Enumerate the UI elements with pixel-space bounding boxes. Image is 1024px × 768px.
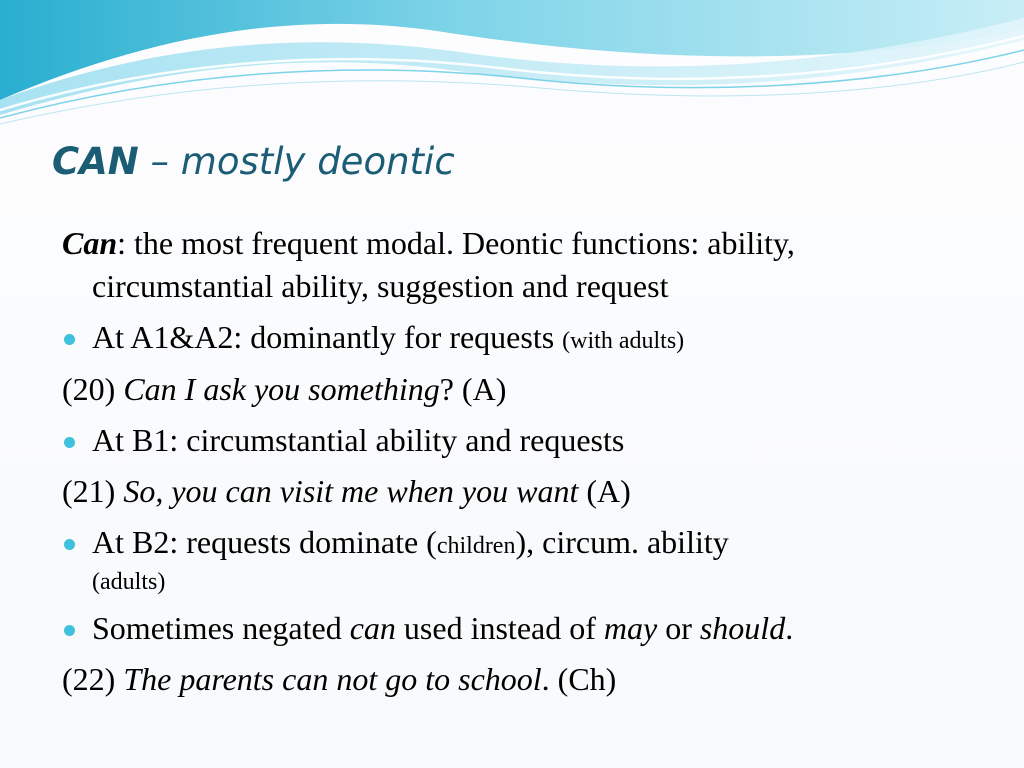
bullet-note: children bbox=[436, 533, 516, 560]
bullet-dot-icon bbox=[64, 437, 75, 448]
bullet-text-before: At B2: requests dominate ( bbox=[92, 524, 437, 561]
intro-paragraph bbox=[62, 222, 982, 308]
bullet-text-end: . bbox=[785, 609, 794, 646]
bullet-text: At B1: circumstantial ability and requests bbox=[92, 421, 625, 458]
title-keyword: CAN bbox=[52, 140, 139, 183]
example-quote: The parents can not go to school bbox=[123, 660, 542, 697]
example-number: (20) bbox=[62, 370, 124, 407]
bullet-word-may: may bbox=[603, 609, 658, 646]
example-number: (21) bbox=[62, 472, 124, 509]
bullet-word-can: can bbox=[349, 609, 396, 646]
example-tail: . (Ch) bbox=[541, 660, 617, 697]
bullet-note: (with adults) bbox=[562, 328, 685, 355]
bullet-text-before: Sometimes negated bbox=[92, 609, 350, 646]
intro-text: : the most frequent modal. Deontic functions: ability, circumstantial ability, suggestion and request bbox=[92, 225, 795, 305]
intro-term: Can bbox=[62, 225, 118, 261]
bullet-text-after: ), circum. ability bbox=[515, 524, 729, 561]
bullet-dot-icon bbox=[64, 625, 75, 636]
header-wave-decoration bbox=[0, 0, 1024, 130]
slide-title bbox=[52, 140, 455, 183]
example-number: (22) bbox=[62, 660, 124, 697]
example-tail: ? (A) bbox=[439, 370, 507, 407]
example-quote: So, you can visit me when you want bbox=[123, 472, 579, 509]
bullet-text-mid: used instead of bbox=[395, 609, 604, 646]
example-line-22 bbox=[62, 658, 982, 701]
example-line-20 bbox=[62, 368, 982, 411]
bullet-item-a1a2 bbox=[62, 316, 982, 359]
bullet-item-b1 bbox=[62, 419, 982, 462]
example-quote: Can I ask you something bbox=[123, 370, 440, 407]
bullet-dot-icon bbox=[64, 334, 75, 345]
example-tail: (A) bbox=[578, 472, 631, 509]
title-dash: – bbox=[138, 140, 181, 183]
bullet-note-adults: (adults) bbox=[92, 569, 166, 596]
bullet-item-b2 bbox=[62, 521, 982, 599]
bullet-item-negated-can bbox=[62, 607, 982, 650]
slide-body bbox=[62, 222, 982, 709]
bullet-text: At A1&A2: dominantly for requests bbox=[92, 319, 563, 356]
example-line-21 bbox=[62, 470, 982, 513]
bullet-text-or: or bbox=[657, 609, 700, 646]
bullet-word-should: should bbox=[699, 609, 786, 646]
title-subtitle: mostly deontic bbox=[180, 140, 455, 183]
bullet-dot-icon bbox=[64, 539, 75, 550]
